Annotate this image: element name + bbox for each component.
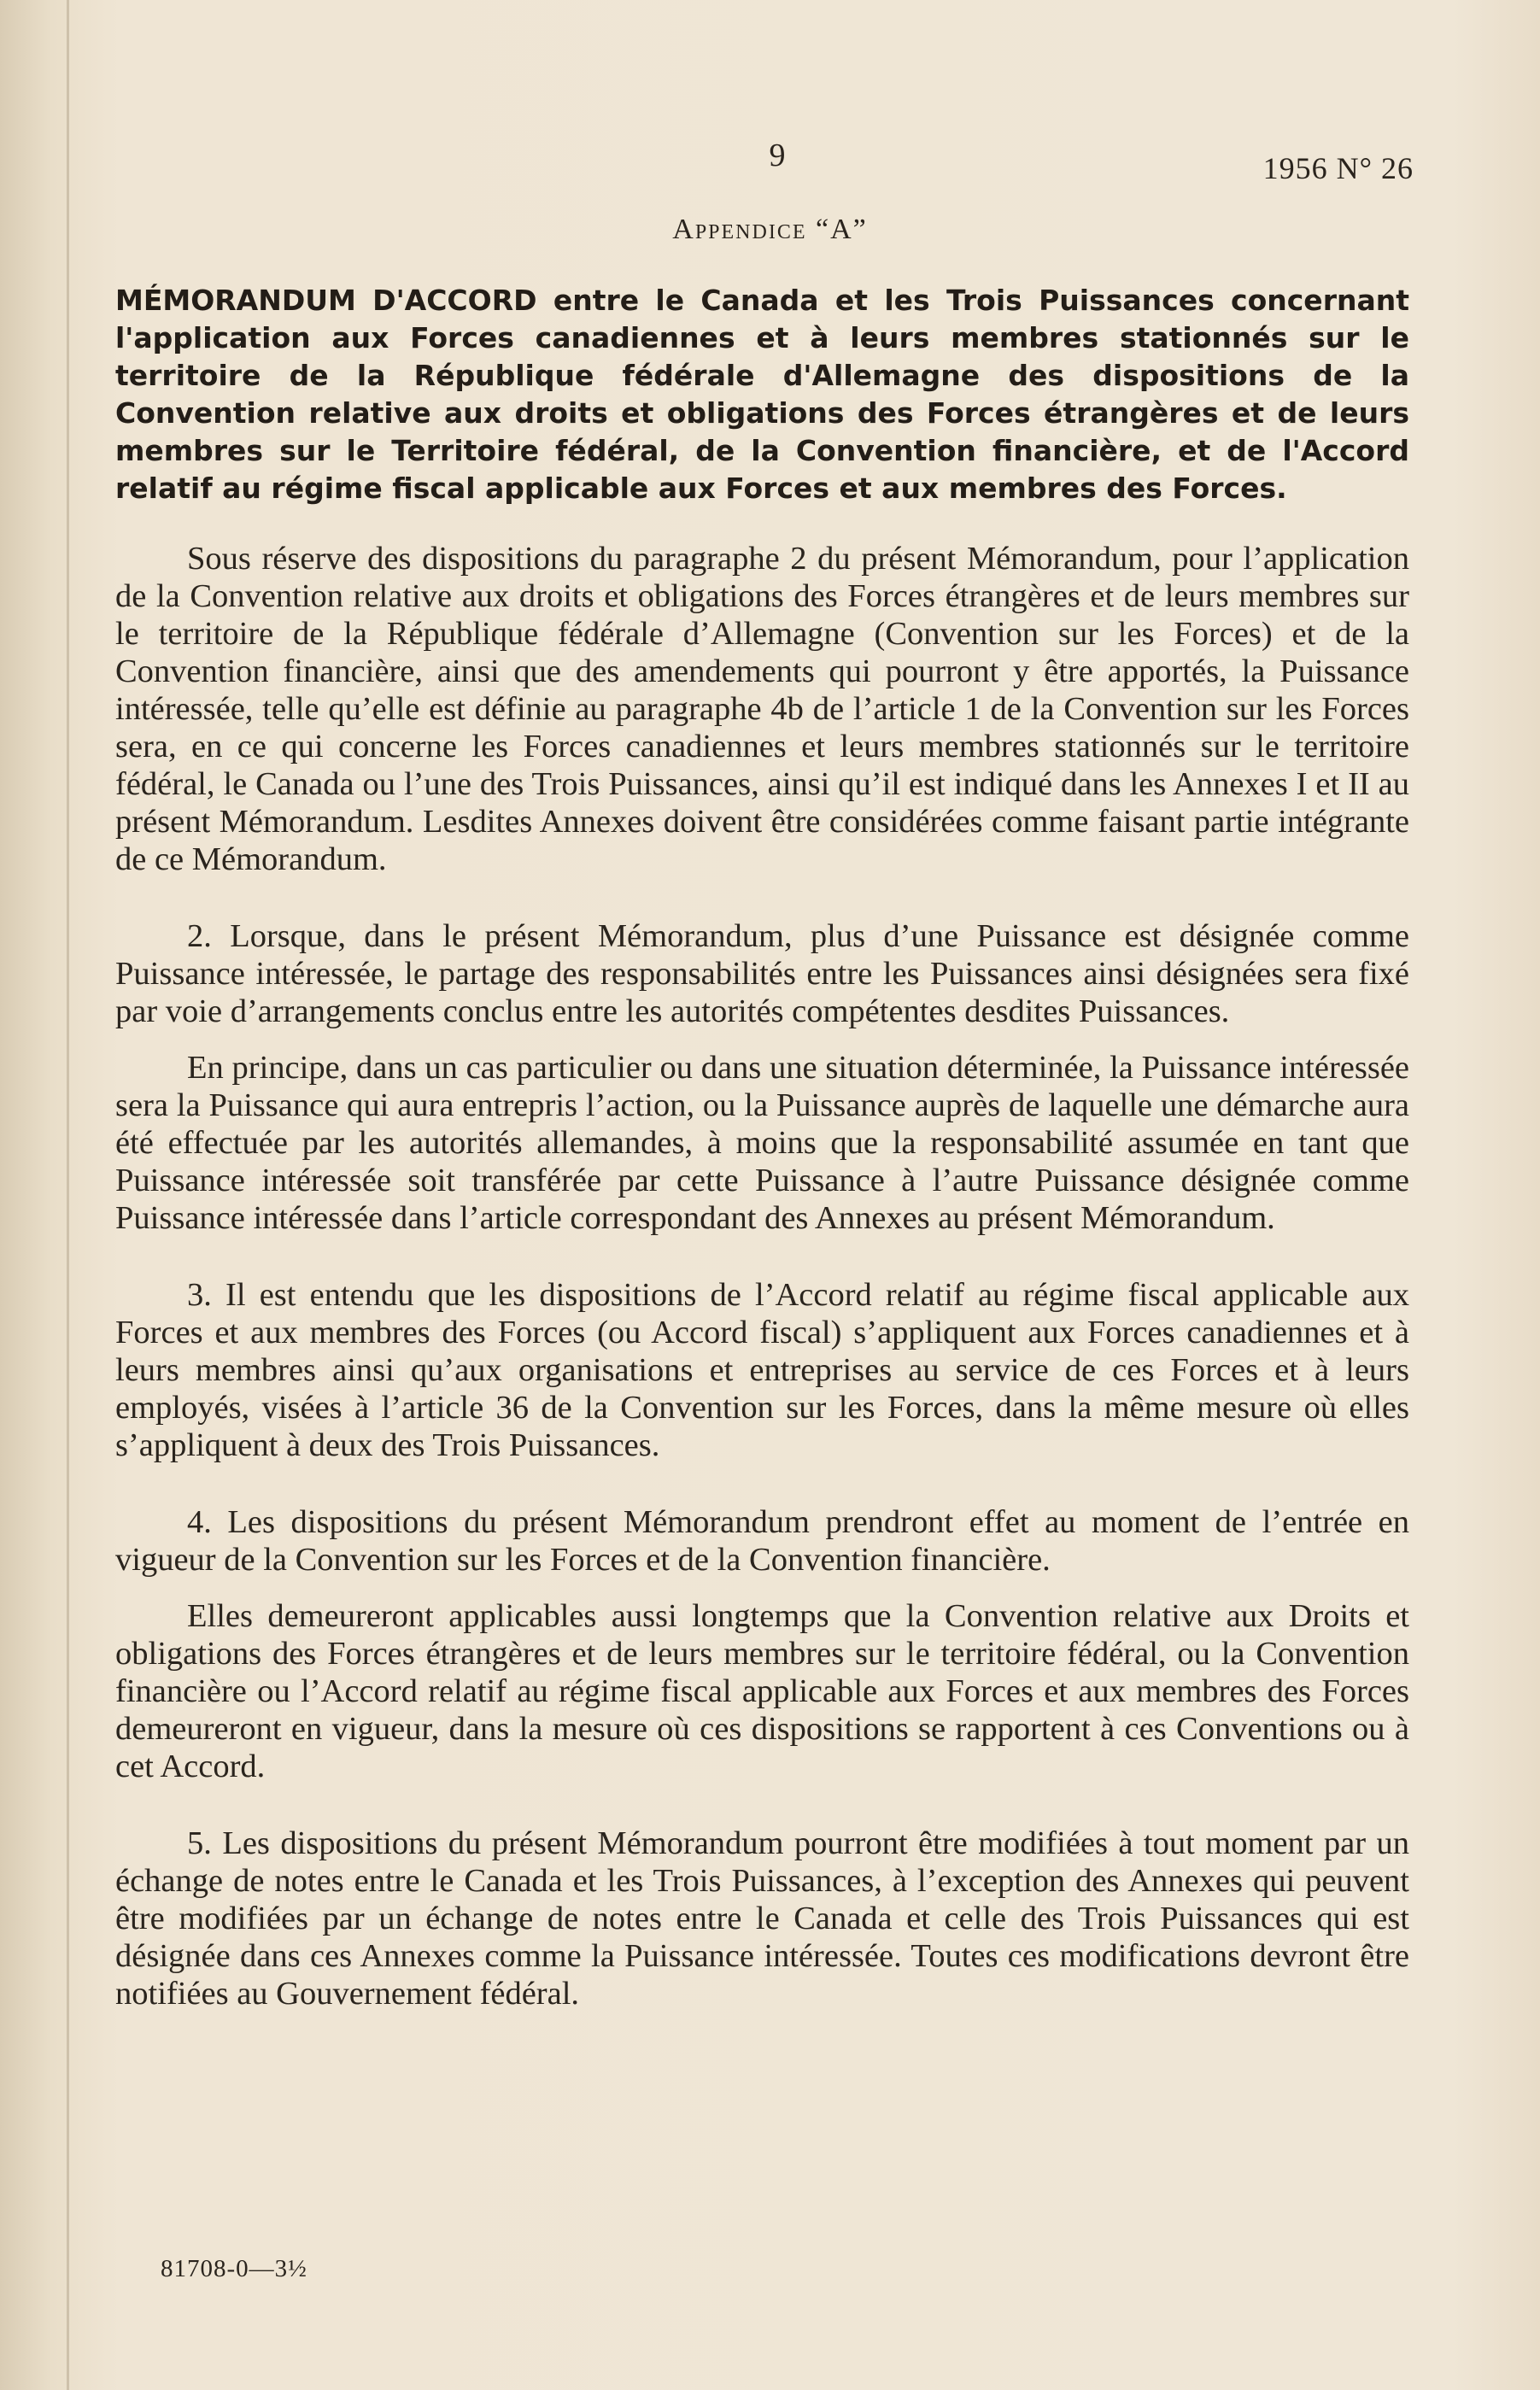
binding-edge [67,0,69,2390]
memorandum-body [115,282,1409,2012]
page-reference: 1956 N° 26 [1262,151,1414,185]
paragraph-3: 3. Il est entendu que les dispositions de l’Accord relatif au régime fiscal applicable aux Forces et aux membres des Forces (ou Accord fiscal) s’appliquent aux Forces canadiennes et à leurs membres ainsi qu’aux organisations et entreprises au service de ces Forces et à leurs employés, visées à l’article 36 de la Convention sur les Forces, dans la même mesure où elles s’appliquent à deux des Trois Puissances. [115,1277,1409,1463]
paragraph-4-duration: Elles demeureront applicables aussi longtemps que la Convention relative aux Droits et obligations des Forces étrangères et de leurs membres sur le territoire fédéral, ou la Convention financière ou l’Accord relatif au régime fiscal applicable aux Forces et aux membres des Forces demeureront en vigueur, dans la mesure où ces dispositions se rapportent à ces Conventions ou à cet Accord. [115,1598,1409,1784]
memorandum-heading: MÉMORANDUM D'ACCORD entre le Canada et les Trois Puissances concernant l'application aux Forces canadiennes et à leurs membres stationnés sur le territoire de la République fédérale d'Allemagne des dispositions de la Convention relative aux droits et obligations des Forces étrangères et de leurs membres sur le Territoire fédéral, de la Convention financière, et de l'Accord relatif au régime fiscal applicable aux Forces et aux membres des Forces. [115,284,1409,505]
paragraph-1: Sous réserve des dispositions du paragraphe 2 du présent Mémorandum, pour l’application de la Convention relative aux droits et obligations des Forces étrangères et de leurs membres sur le territoire de la République fédérale d’Allemagne (Convention sur les Forces) et de la Convention financière, ainsi que des amendements qui pourront y être apportés, la Puissance intéressée, telle qu’elle est définie au paragraphe 4b de l’article 1 de la Convention sur les Forces sera, en ce qui concerne les Forces canadiennes et leurs membres stationnés sur le territoire fédéral, le Canada ou l’une des Trois Puissances, ainsi qu’il est indiqué dans les Annexes I et II au présent Mémorandum. Lesdites Annexes doivent être considérées comme faisant partie intégrante de ce Mémorandum. [115,541,1409,877]
paragraph-2-principle: En principe, dans un cas particulier ou dans une situation déterminée, la Puissance intéressée sera la Puissance qui aura entrepris l’action, ou la Puissance auprès de laquelle une démarche aura été effectuée par les autorités allemandes, à moins que la responsabilité assumée en tant que Puissance intéressée soit transférée par cette Puissance à l’autre Puissance désignée comme Puissance intéressée dans l’article correspondant des Annexes au présent Mémorandum. [115,1050,1409,1236]
paragraph-5: 5. Les dispositions du présent Mémorandum pourront être modifiées à tout moment par un échange de notes entre le Canada et les Trois Puissances, à l’exception des Annexes qui peuvent être modifiées par un échange de notes entre le Canada et celle des Trois Puissances qui est désignée dans ces Annexes comme la Puissance intéressée. Toutes ces modifications devront être notifiées au Gouvernement fédéral. [115,1825,1409,2012]
paragraph-4: 4. Les dispositions du présent Mémorandum prendront effet au moment de l’entrée en vigueur de la Convention sur les Forces et de la Convention financière. [115,1504,1409,1578]
page-number: 9 [769,138,786,173]
appendix-title: Appendice “A” [672,214,868,245]
footer-code: 81708-0—3½ [161,2255,307,2282]
paragraph-2: 2. Lorsque, dans le présent Mémorandum, plus d’une Puissance est désignée comme Puissance intéressée, le partage des responsabilités entre les Puissances ainsi désignées sera fixé par voie d’arrangements conclus entre les autorités compétentes desdites Puissances. [115,918,1409,1029]
